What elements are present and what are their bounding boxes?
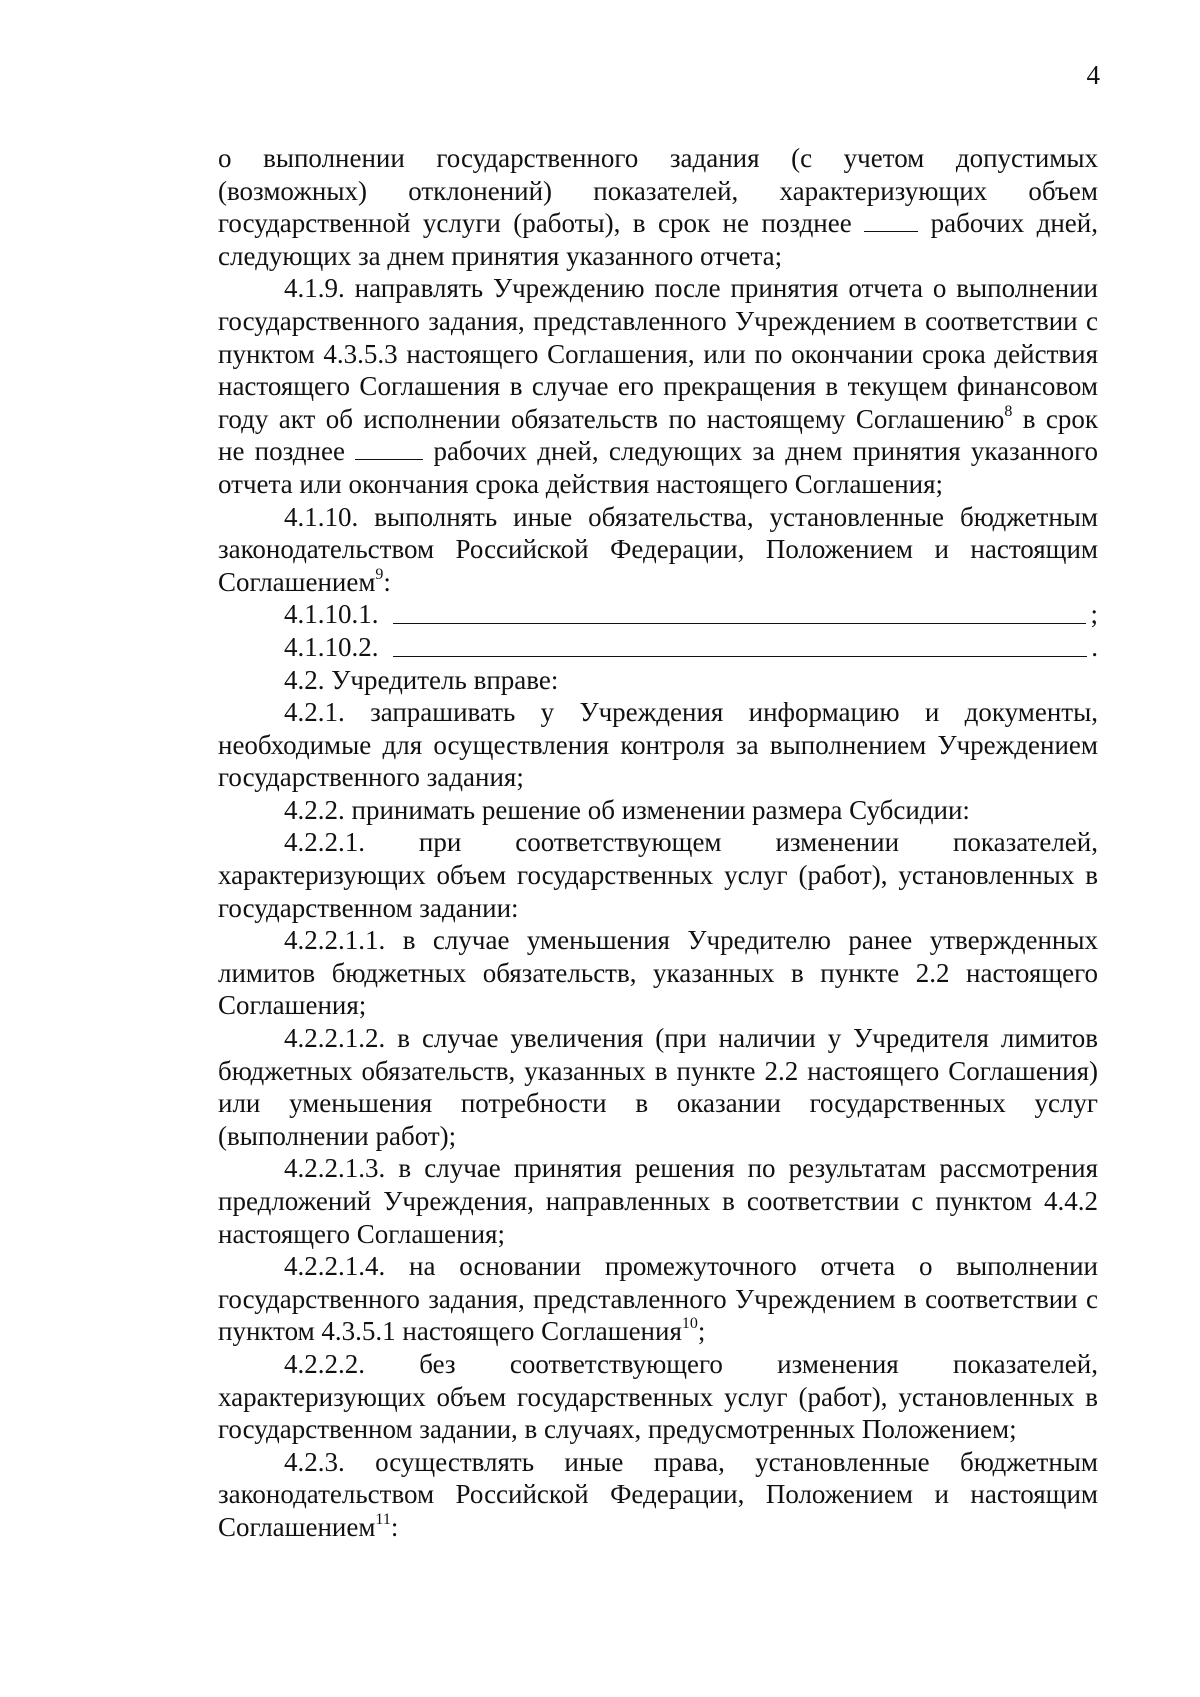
clause-number: 4.1.10.1. [284, 599, 379, 630]
clause-4-2-2-2: 4.2.2.2. без соответствующего изменения показателей, характеризующих объем государственных услуг (работ), установленных в государственном задании, в случаях, предусмотренных Положением; [218, 1348, 1098, 1445]
fill-in-line [393, 655, 1088, 657]
blank-field [355, 439, 423, 460]
clause-number: 4.2.3. [284, 1446, 345, 1477]
clause-4-1-9: 4.1.9. направлять Учреждению после принятия отчета о выполнении государственного задания, представленного Учреждением в соответствии с пунктом 4.3.5.3 настоящего Соглашения, или по окончании срока действия настоящего Соглашения в случае его прекращения в текущем финансовом году акт об исполнении обязательств по настоящему Соглашению$^8$ в срок не позднее рабочих дней, следующих за днем принятия указанного отчета или окончания срока действия настоящего Соглашения; [218, 273, 1099, 499]
page-number: 4 [1086, 60, 1100, 90]
footnote-ref: 8 [1004, 402, 1013, 420]
clause-4-2: 4.2. Учредитель вправе: [284, 664, 559, 695]
clause-number: 4.2.1. [284, 697, 345, 728]
clause-4-2-2: 4.2.2. принимать решение об изменении размера Субсидии: [284, 794, 970, 825]
paragraph-continuation: о выполнении государственного задания (с учетом допустимых (возможных) отклонений) показателей, характеризующих объем государственной услуги (работы), в срок не позднее рабочих дней, следующих за днем принятия указанного отчета; [218, 143, 1098, 271]
clause-number: 4.2.2. [284, 794, 345, 825]
blank-field [864, 211, 918, 232]
clause-number: 4.2.2.2. [284, 1348, 365, 1379]
clause-number: 4.2.2.1.4. [284, 1251, 386, 1282]
clause-4-2-1: 4.2.1. запрашивать у Учреждения информацию и документы, необходимые для осуществления контроля за выполнением Учреждением государственного задания; [218, 697, 1098, 793]
clause-4-2-2-1-2: 4.2.2.1.2. в случае увеличения (при наличии у Учредителя лимитов бюджетных обязательств, указанных в пункте 2.2 настоящего Соглашения) или уменьшения потребности в оказании государственных услуг (выполнении работ); [218, 1023, 1098, 1151]
clause-4-1-10: 4.1.10. выполнять иные обязательства, установленные бюджетным законодательством Российской Федерации, Положением и настоящим Соглашением$^9$: [218, 501, 1098, 597]
clause-number: 4.1.9. [284, 273, 345, 304]
clause-4-2-2-1-3: 4.2.2.1.3. в случае принятия решения по результатам рассмотрения предложений Учреждения, направленных в соответствии с пунктом 4.4.2 настоящего Соглашения; [218, 1153, 1098, 1249]
clause-4-2-2-1: 4.2.2.1. при соответствующем изменении показателей, характеризующих объем государственных услуг (работ), установленных в государственном задании: [218, 827, 1098, 923]
clause-number: 4.2.2.1. [284, 827, 365, 858]
fill-in-line [393, 622, 1087, 624]
clause-number: 4.2.2.1.2. [284, 1023, 386, 1054]
clause-4-1-10-2: 4.1.10.2. . [284, 631, 1098, 662]
document-body [218, 142, 1098, 1544]
clause-number: 4.1.10.2. [284, 631, 379, 662]
clause-number: 4.2.2.1.3. [284, 1153, 386, 1184]
clause-number: 4.2.2.1.1. [284, 925, 386, 956]
clause-number: 4.2. [284, 664, 325, 695]
clause-number: 4.1.10. [284, 501, 359, 532]
footnote-ref: 10 [681, 1315, 698, 1333]
clause-4-2-3: 4.2.3. осуществлять иные права, установленные бюджетным законодательством Российской Федерации, Положением и настоящим Соглашением$^{11}$: [218, 1446, 1098, 1542]
clause-4-2-2-1-4: 4.2.2.1.4. на основании промежуточного отчета о выполнении государственного задания, представленного Учреждением в соответствии с пунктом 4.3.5.1 настоящего Соглашения$^{10}$; [218, 1251, 1098, 1347]
footnote-ref: 9 [375, 565, 384, 583]
clause-4-1-10-1: 4.1.10.1. ; [284, 599, 1098, 630]
clause-4-2-2-1-1: 4.2.2.1.1. в случае уменьшения Учредителю ранее утвержденных лимитов бюджетных обязательств, указанных в пункте 2.2 настоящего Соглашения; [218, 925, 1098, 1021]
footnote-ref: 11 [375, 1510, 391, 1528]
